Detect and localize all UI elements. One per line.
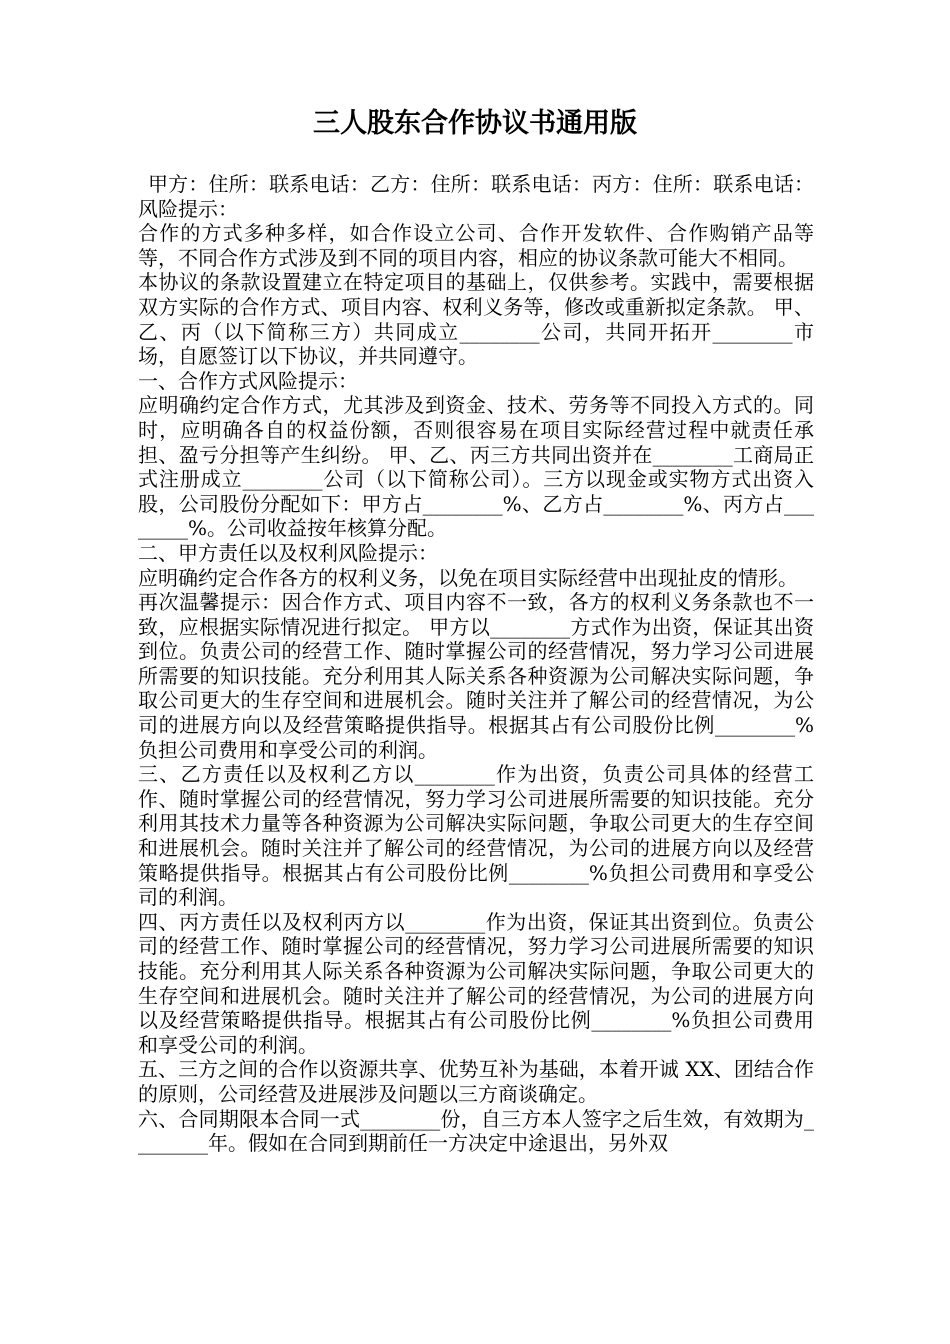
section-5-paragraph: 五、三方之间的合作以资源共享、优势互补为基础，本着开诚 XX、团结合作的原则，公司经营及进展涉及问题以三方商谈确定。 [138,1057,814,1106]
document-title: 三人股东合作协议书通用版 [313,108,637,139]
section-2-risk-paragraph: 应明确约定合作各方的权利义务，以免在项目实际经营中出现扯皮的情形。 [138,565,798,590]
parties-paragraph: 甲方：住所：联系电话：乙方：住所：联系电话：丙方：住所：联系电话：风险提示： [138,172,814,221]
section-2-heading: 二、甲方责任以及权利风险提示： [138,540,438,565]
section-1-paragraph: 应明确约定合作方式，尤其涉及到资金、技术、劳务等不同投入方式的。同时，应明确各自的权益份额，否则很容易在项目实际经营过程中就责任承担、盈亏分担等产生纠纷。 甲、乙、丙三方共同出资并在________工商局正式注册成立________公司（以下简称公司）。三方以现金或实物方式出资入股，公司股份分配如下：甲方占________%、乙方占________%、丙方占________%。公司收益按年核算分配。 [138,393,814,541]
cooperation-types-paragraph: 合作的方式多种多样，如合作设立公司、合作开发软件、合作购销产品等等，不同合作方式涉及到不同的项目内容，相应的协议条款可能大不相同。 [138,221,814,270]
section-3-paragraph: 三、乙方责任以及权利乙方以________作为出资，负责公司具体的经营工作、随时掌握公司的经营情况，努力学习公司进展所需要的知识技能。充分利用其技术力量等各种资源为公司解决实际问题，争取公司更大的生存空间和进展机会。随时关注并了解公司的经营情况，为公司的进展方向以及经营策略提供指导。根据其占有公司股份比例________%负担公司费用和享受公司的利润。 [138,762,814,910]
section-2-paragraph: 再次温馨提示：因合作方式、项目内容不一致，各方的权利义务条款也不一致，应根据实际情况进行拟定。 甲方以________方式作为出资，保证其出资到位。负责公司的经营工作、随时掌握公司的经营情况，努力学习公司进展所需要的知识技能。充分利用其人际关系各种资源为公司解决实际问题，争取公司更大的生存空间和进展机会。随时关注并了解公司的经营情况，为公司的进展方向以及经营策略提供指导。根据其占有公司股份比例________%负担公司费用和享受公司的利润。 [138,590,814,762]
preamble-paragraph: 本协议的条款设置建立在特定项目的基础上，仅供参考。实践中，需要根据双方实际的合作方式、项目内容、权利义务等，修改或重新拟定条款。 甲、乙、丙（以下简称三方）共同成立________公司，共同开拓开________市场，自愿签订以下协议，并共同遵守。 [138,270,814,369]
section-6-paragraph: 六、合同期限本合同一式________份，自三方本人签字之后生效，有效期为________年。假如在合同到期前任一方决定中途退出，另外双 [138,1106,814,1156]
section-4-paragraph: 四、丙方责任以及权利丙方以________作为出资，保证其出资到位。负责公司的经营工作、随时掌握公司的经营情况，努力学习公司进展所需要的知识技能。充分利用其人际关系各种资源为公司解决实际问题，争取公司更大的生存空间和进展机会。随时关注并了解公司的经营情况，为公司的进展方向以及经营策略提供指导。根据其占有公司股份比例________%负担公司费用和享受公司的利润。 [138,909,814,1057]
document-body [138,172,814,1156]
section-1-heading: 一、合作方式风险提示： [138,368,358,393]
